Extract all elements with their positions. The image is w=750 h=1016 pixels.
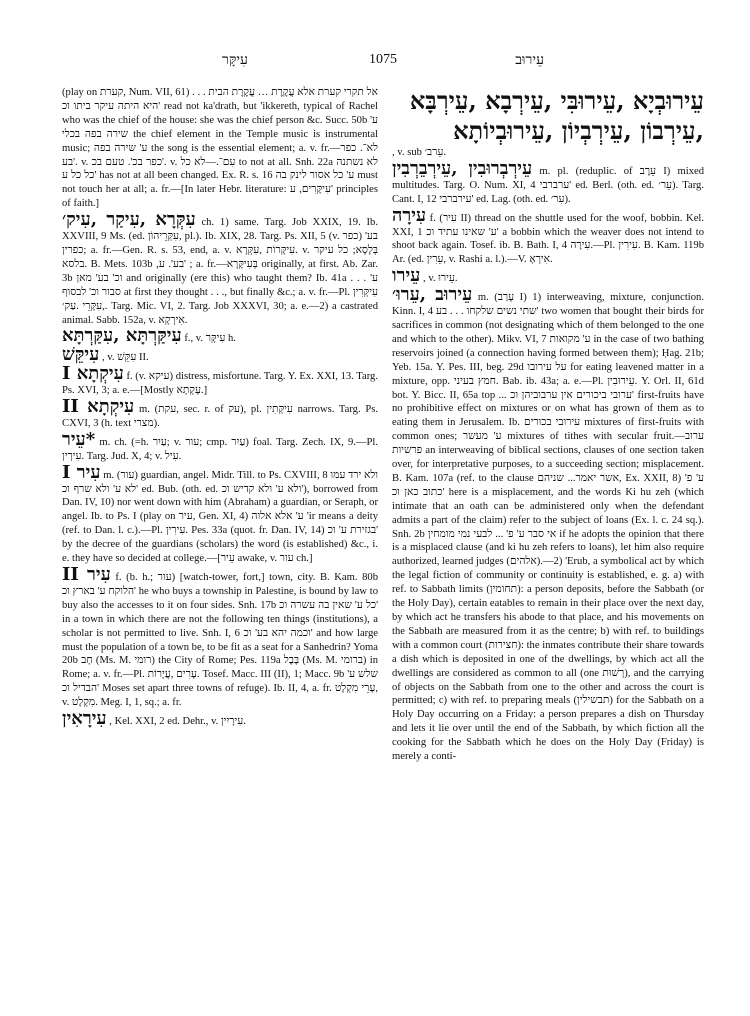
entry-body	[62, 86, 378, 211]
entry-headword: עֵירְבְרוּבִין ,עֵירְבֵרְבִין	[392, 157, 533, 179]
entry-text: m. ch. (=h. עַיִר; v. עור; cmp. עַיִר) foal. Targ. Zech. IX, 9.—Pl. עִירְין. Targ. Jud. X, 4; v. עִיל.	[62, 436, 378, 462]
left-column	[62, 86, 378, 731]
entry-headword: עִיר II	[62, 564, 111, 585]
entry-body	[392, 157, 705, 207]
entry-body	[62, 325, 378, 347]
entry-body	[62, 396, 378, 431]
entry-headword: עִיקְתָא I	[62, 363, 124, 385]
entry-headword: עִיקְתָא II	[62, 396, 135, 418]
entry-headword: עִיר I	[62, 461, 101, 483]
header-left-word: עִיקָּר	[222, 52, 248, 68]
entry-body	[62, 564, 379, 710]
entry-body	[392, 204, 705, 268]
entry-headword-group: עֵירוּבְיָא ,עֵירוּבִּי ,עֵירְבָא ,עֵירְבָּא ,עֵירְבוֹן ,עֵירְבְיוֹן ,עֵירוּבְיוֹתָא	[409, 86, 704, 145]
entry-body	[62, 209, 379, 327]
entry-headword: *עֵיר	[62, 428, 96, 450]
entry-headword: עִירָאִין	[62, 708, 107, 730]
dictionary-entry	[62, 461, 378, 566]
entry-headword: עִקְּרָא ,עִיקַר ,עִיק׳	[62, 209, 196, 231]
entry-body	[62, 363, 378, 398]
dictionary-entry	[392, 204, 705, 268]
dictionary-entry	[62, 396, 378, 431]
dictionary-entry	[62, 564, 379, 710]
entry-headword: עֵירוּב ,עֵרוּ׳	[392, 284, 473, 306]
entry-text: , v. sub עֵרב׳.	[392, 147, 446, 158]
entry-body	[62, 428, 378, 464]
entry-text: f. (עִיר II) thread on the shuttle used for the woof, bobbin. Kel. XXI, 1 ע' שאינו עתיד וכ' a bobbin which the weaver does not intend to shoot back again. Tosef. ib. B. Bath. I, 4 עִירָה.—Pl. עִירִין. B. Kam. 119b Ar. (ed. עֵרִין, v. Rashi a. l.).—V. אִירְאָ.	[392, 212, 705, 266]
dictionary-entry	[62, 86, 378, 211]
dictionary-entry	[62, 428, 378, 464]
entry-text: ch. 1) same. Targ. Job XXIX, 19. Ib. XXVIII, 9 Ms. (ed. עִקְּרֵיהוֹן, pl.). Ib. XIX, 28. Targ. Ps. XII, 5 (v. כפר) בע' כפרין; a. fr.—Gen. R. s. 53, end, a. v. עִיקָּרוֹת ,עִקְּרָא. v. בְּלָסָא; כל עיקר בלסא. B. Mets. 103b ,בע'. ע' ; a. fr.—בְּעִיקָּרָא originally, at first. Ab. Zar. 3b וכ' בע' מאן and originally (ere this) who taught them? Ib. 41a . . . ע' סבור וכ' לבסוף at first they thought . . ., but finally &c.; a. v. fr.—Pl. עִיקְּרִין ,עִקָּרֵי .עַק׳. Targ. Mic. VI, 2. Targ. Job XXXVI, 30; a. e.—2) a castrated animal. Sabb. 152a, v. אִירְקָא.	[62, 217, 379, 326]
dictionary-entry	[62, 363, 378, 398]
header-right-word: עֵירוּב	[515, 52, 544, 68]
dictionary-entry	[392, 157, 705, 207]
entry-headword: עֵירו	[392, 265, 421, 287]
dictionary-entry	[62, 708, 378, 730]
entry-text: , Kel. XXI, 2 ed. Dehr., v. עִירָיִין.	[109, 716, 246, 728]
entry-text: m. pl. (reduplic. of עֵרֶב I) mixed multitudes. Targ. O. Num. XI, 4 ערברבי' ed. Berl. (oth. ed. עֵר׳). Targ. Cant. I, 12 עירברבי' ed. Lag. (oth. ed. עִר׳).	[392, 165, 705, 205]
entry-text: f. (b. h.; עור) [watch-tower, fort,] town, city. B. Kam. 80b הלוקח ע' בארץ וכ' he who buys a township in Palestine, is bound by law to buy also the accesses to it on four sides. Snh. 17b כל ע' שאין בה עשרה וכ' in a town in which there are not the following ten things (institutions), a scholar is not permitted to live. Snh. I, 6 וכמה יהא בע' וכ' and how large must the population of a town be, to be fit as a seat for a Sanhedrin? Yoma 20b חָב (Ms. M. רומי) the City of Rome; Pes. 119a בָּבֶל (Ms. M. ברומי) in Rome; a. v. fr.—Pl. עָרִים ,עֲיָרוֹת. Tosef. Macc. III (II), 1; Macc. 9b שלש ע' הבדיל וכ' Moses set apart three towns of refuge). Ib. II, 4, a. fr. עָרֵי מִקְלָט, v. מִקְלָט. Meg. I, 1, sq.; a. fr.	[62, 572, 379, 709]
entry-text: , v. עִקֵּשׁ II.	[101, 352, 149, 364]
entry-headword: עִיקַּרְתָּא ,עִקַּרְתָּא	[62, 325, 182, 347]
right-column	[392, 86, 704, 766]
entry-text: m. (עור) guardian, angel. Midr. Till. to Ps. CXVIII, 8 ולא ירד עמו לא ע' ולא שרף וכ' ed. Bub. (oth. ed. ולא ע' ולא קדיש וכ'), borrowed from Dan. IV, 10) nor went down with him (Abraham) a guardian, or Seraph, or angel. Ib. to Ps. I (play on עיר, Gen. XI, 4) ע' אלא אלוה 'ir means a deity (ref. to Dan. l. c.).—Pl. עִירִין. Pes. 33a (quot. fr. Dan. IV, 14) בגזירת ע' וכ' by the decree of the guardians (scholars) the word (is established) &c., i. e. they have so decided at college.—[עֵיר awake, v. עור ch.]	[62, 469, 378, 565]
entry-text: m. (עקת, sec. r. of עק), pl. עִיקְּתִין narrows. Targ. Ps. CXVI, 3 (h. text מצרי).	[62, 404, 378, 429]
entry-text: m. (עָרַב I) 1) interweaving, mixture, conjunction. Kinn. I, 4 שתי נשים שלקחו . . . בע' two women that bought their birds for sacrifices in common (not designating which of them belonged to the one and which to the other). Mikv. VI, 7 ע' מקואות in the case of two bathing reservoirs joined (a connection having formed between them); Ḥag. 21b; Yeb. 15a. Y. Pes. III, beg. 29d על עירובו for eating leavened matter in a mixture, opp. חמץ בעיני. Bab. ib. 43a; a. e.—Pl. עֵירוּבִין. Y. Orl. II, 61d bot. Y. Bicc. II, 65a top ... ערובי ביכורים אין ערבוביהן וכ' first-fruits have no prohibitive effect on mixtures or on what has grown of them as to eating them in Jerusalem. Ib. עירובי בכורים mixtures of first-fruits with common ones; ע' מעשר mixtures of tithes with secular fruit.—ערוב פרשיות an interweaving of biblical sections, clauses of one section taken over, for interpretative purposes, to a succeeding section; misplacement. B. Kam. 107a (ref. to the clause אשר יאמר... שניהם, Ex. XXII, 8) ע' פ' כתוב כאן וכ' here is a misplacement, and the words Ki hu zeh (which intimate that an oath can be administered only when the defendant admits a part of the claim) refer to the subject of loans (Ex. l. c. 24 sq.). Snh. 2b אי סבר ע' פ' ... לבעי נמי מומחין if he adopts the opinion that there is a misplaced clause (and ki hu zeh refers to loans), let him also require authorized, learned judges (אלהים).—2) 'Erub, a symbolical act by which the legal fiction of community or continuity is established, e. g. a) with ref. to Sabbath limits (תחומין): a person deposits, before the Sabbath (or the Holy Day), certain eatables to remain in their place over the next day, by which act he transfers his abode to that place, and his movements on the Sabbath are measured from it as the centre; b) with ref. to buildings with a common court (חצירות): the inmates contribute their share towards a dish which is deposited in one of the dwellings, by which act all the dwellings are considered as common to all (one רְשׁוּת), and the carrying of objects on the Sabbath from one to the other and across the court is permitted; c) with ref. to preparing meals (תבשילין) for the Sabbath on a Holy Day occurring on a Friday: a person prepares a dish on Thursday and lets it lie over until the end of the Sabbath, by which fiction all the cooking for the Sabbath which he does on the Holy Day (Friday) is merely a conti-	[392, 292, 705, 763]
entry-text: f., v. עִיקָּר h.	[184, 333, 236, 345]
entry-body	[62, 461, 378, 566]
entry-body	[62, 708, 378, 730]
dictionary-entry	[392, 86, 704, 160]
dictionary-entry	[392, 284, 705, 764]
page-header	[62, 52, 704, 74]
entry-body	[392, 284, 705, 764]
dictionary-entry	[62, 325, 378, 347]
entry-text: f. (v. עיקא) distress, misfortune. Targ. Y. Ex. XXI, 13. Targ. Ps. XVI, 3; a. e.—[Mostly עָקְתָא.]	[62, 371, 378, 397]
entry-text: , v. עֵירוּ.	[423, 273, 458, 285]
dictionary-entry	[62, 209, 379, 327]
entry-text: (play on קערת, Num. VII, 61) . . . אל תקרי קערת אלא עֲקֶרֶת … עֲקֶרֶת הבית היא היתה עיקר ביתו וכ' read not ka'drath, but 'ikkereth, typical of Rachel who was the chief of the house: she was the chief person &c. Succ. 50b ע' שירה בפה בכלי the chief element in the Temple music is instrumental music; ע' שירה בפה the song is the essential element; a. v. fr.—לא־. כפר בע'. v. כפר בכ'. טעם בכ'. v. עִם־.—לא כל to not at all. Snh. 22a לא נשתנה כל כל ע' has not at all been changed. Ex. R. s. 16 ע' כל אסור לינק בה must not touch her at all; a. fr.—[In later Hebr. literature: עִיקָּרִים, ע' principles of faith.]	[62, 87, 379, 210]
page-number: 1075	[369, 52, 397, 67]
entry-headword: עִיקֵּשׁ	[62, 344, 100, 366]
entry-headword: עִירָה	[392, 204, 427, 226]
